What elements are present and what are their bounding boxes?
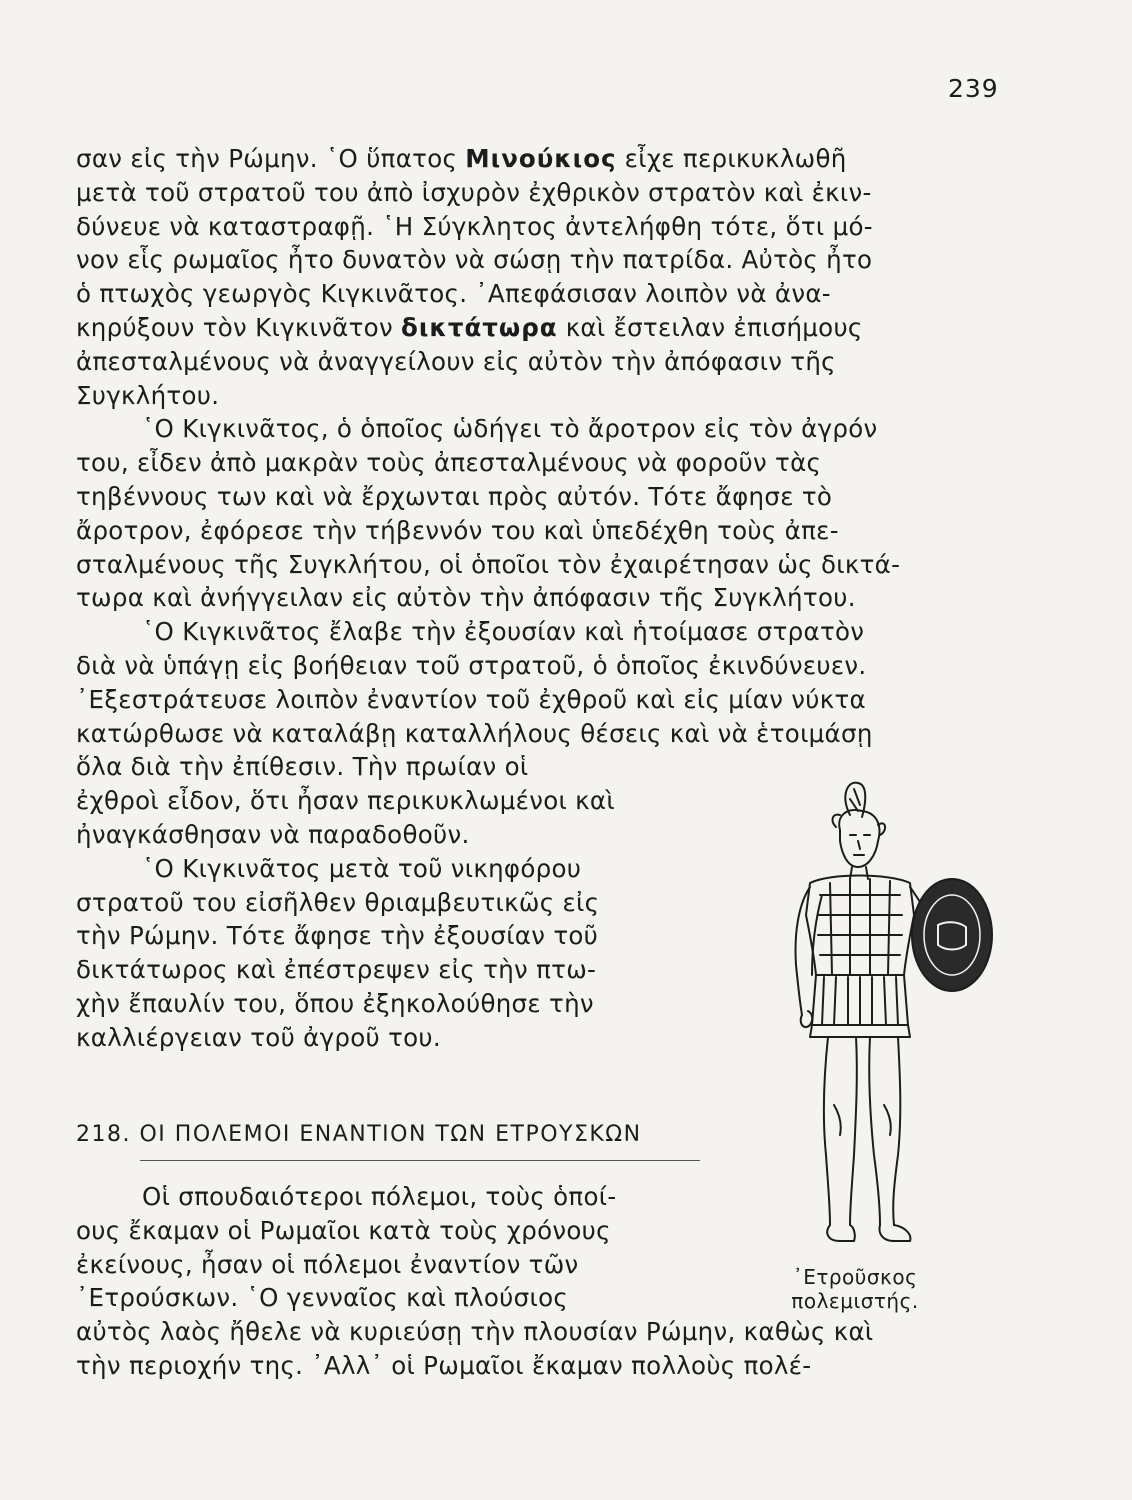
- text-run: κηρύξουν τὸν Κιγκινᾶτον: [76, 312, 402, 342]
- text-line: νον εἷς ρωμαῖος ἦτο δυνατὸν νὰ σώσῃ τὴν πατρίδα. Αὐτὸς ἦτο: [76, 245, 873, 275]
- text-line: κατώρθωσε νὰ καταλάβῃ καταλλήλους θέσεις καὶ νὰ ἑτοιμάσῃ: [76, 718, 873, 748]
- text-line: χὴν ἔπαυλίν του, ὅπου ἐξηκολούθησε τὴν: [76, 988, 594, 1018]
- text-line: σταλμένους τῆς Συγκλήτου, οἱ ὁποῖοι τὸν ἐχαιρέτησαν ὡς δικτά-: [76, 549, 901, 579]
- text-run: καὶ ἔστειλαν ἐπισήμους: [557, 312, 863, 342]
- text-line: τὴν Ρώμην. Τότε ἄφησε τὴν ἐξουσίαν τοῦ: [76, 921, 599, 951]
- text-line: Συγκλήτου.: [76, 380, 220, 410]
- text-line: ῾Ο Κιγκινᾶτος ἔλαβε τὴν ἐξουσίαν καὶ ἡτοίμασε στρατὸν: [142, 617, 865, 647]
- text-line: του, εἶδεν ἀπὸ μακρὰν τοὺς ἀπεσταλμένους νὰ φοροῦν τὰς: [76, 448, 822, 478]
- text-run: εἶχε περικυκλωθῆ: [616, 144, 847, 173]
- figure-caption-line-2: πολεμιστής.: [791, 1289, 919, 1313]
- text-line: [76, 311, 1001, 345]
- text-line: ῾Ο Κιγκινᾶτος μετὰ τοῦ νικηφόρου: [142, 853, 582, 883]
- text-line: ἀπεσταλμένους νὰ ἀναγγείλουν εἰς αὐτὸν τὴν ἀπόφασιν τῆς: [76, 346, 836, 376]
- bold-term-diktatora: δικτάτωρα: [401, 312, 558, 342]
- text-line: δύνευε νὰ καταστραφῇ. ῾Η Σύγκλητος ἀντελήφθη τότε, ὅτι μό-: [76, 211, 873, 241]
- text-line: καλλιέργειαν τοῦ ἀγροῦ του.: [76, 1022, 441, 1052]
- text-line: μετὰ τοῦ στρατοῦ του ἀπὸ ἰσχυρὸν ἐχθρικὸν στρατὸν καὶ ἐκιν-: [76, 177, 872, 207]
- text-line: ὁ πτωχὸς γεωργὸς Κιγκινᾶτος. ᾿Απεφάσισαν λοιπὸν νὰ ἀνα-: [76, 279, 831, 309]
- text-line: διὰ νὰ ὑπάγῃ εἰς βοήθειαν τοῦ στρατοῦ, ὁ ὁποῖος ἐκινδύνευεν.: [76, 650, 867, 680]
- text-line: ᾿Εξεστράτευσε λοιπὸν ἐναντίον τοῦ ἐχθροῦ καὶ εἰς μίαν νύκτα: [76, 684, 866, 714]
- text-line: στρατοῦ του εἰσῆλθεν θριαμβευτικῶς εἰς: [76, 887, 600, 917]
- page-number: 239: [948, 74, 999, 103]
- text-line: ᾿Ετρούσκων. ῾Ο γενναῖος καὶ πλούσιος: [76, 1283, 569, 1313]
- text-line: ῾Ο Κιγκινᾶτος, ὁ ὁποῖος ὡδήγει τὸ ἄροτρον εἰς τὸν ἀγρόν: [142, 414, 878, 444]
- figure-caption-line-1: ᾿Ετροῦσκος: [792, 1265, 918, 1289]
- text-line: ἐκείνους, ἦσαν οἱ πόλεμοι ἐναντίον τῶν: [76, 1249, 579, 1279]
- text-line: τὴν περιοχήν της. ᾿Αλλ᾿ οἱ Ρωμαῖοι ἔκαμαν πολλοὺς πολέ-: [76, 1350, 812, 1380]
- bold-term-minoukios: Μινούκιος: [465, 144, 617, 173]
- text-line: ἠναγκάσθησαν νὰ παραδοθοῦν.: [76, 819, 470, 849]
- text-line: [76, 142, 1001, 176]
- text-line: αὐτὸς λαὸς ἤθελε νὰ κυριεύσῃ τὴν πλουσίαν Ρώμην, καθὼς καὶ: [76, 1317, 874, 1347]
- section-heading: 218. ΟΙ ΠΟΛΕΜΟΙ ΕΝΑΝΤΙΟΝ ΤΩΝ ΕΤΡΟΥΣΚΩΝ: [76, 1122, 642, 1147]
- etruscan-warrior-illustration: [770, 775, 1000, 1255]
- text-line: τωρα καὶ ἀνήγγειλαν εἰς αὐτὸν τὴν ἀπόφασιν τῆς Συγκλήτου.: [76, 583, 856, 613]
- text-line: δικτάτωρος καὶ ἐπέστρεψεν εἰς τὴν πτω-: [76, 955, 597, 985]
- text-line: ἄροτρον, ἐφόρεσε τὴν τήβεννόν του καὶ ὑπεδέχθη τοὺς ἀπε-: [76, 515, 839, 545]
- text-line: ους ἔκαμαν οἱ Ρωμαῖοι κατὰ τοὺς χρόνους: [76, 1215, 611, 1245]
- text-line: Οἱ σπουδαιότεροι πόλεμοι, τοὺς ὁποί-: [142, 1182, 617, 1211]
- heading-underline: [140, 1160, 700, 1161]
- text-line: τηβέννους των καὶ νὰ ἔρχωνται πρὸς αὐτόν. Τότε ἄφησε τὸ: [76, 481, 833, 511]
- text-run: σαν εἰς τὴν Ρώμην. ῾Ο ὕπατος: [76, 144, 466, 173]
- text-line: ἐχθροὶ εἶδον, ὅτι ἦσαν περικυκλωμένοι καὶ: [76, 786, 615, 816]
- text-line: ὅλα διὰ τὴν ἐπίθεσιν. Τὴν πρωίαν οἱ: [76, 752, 529, 782]
